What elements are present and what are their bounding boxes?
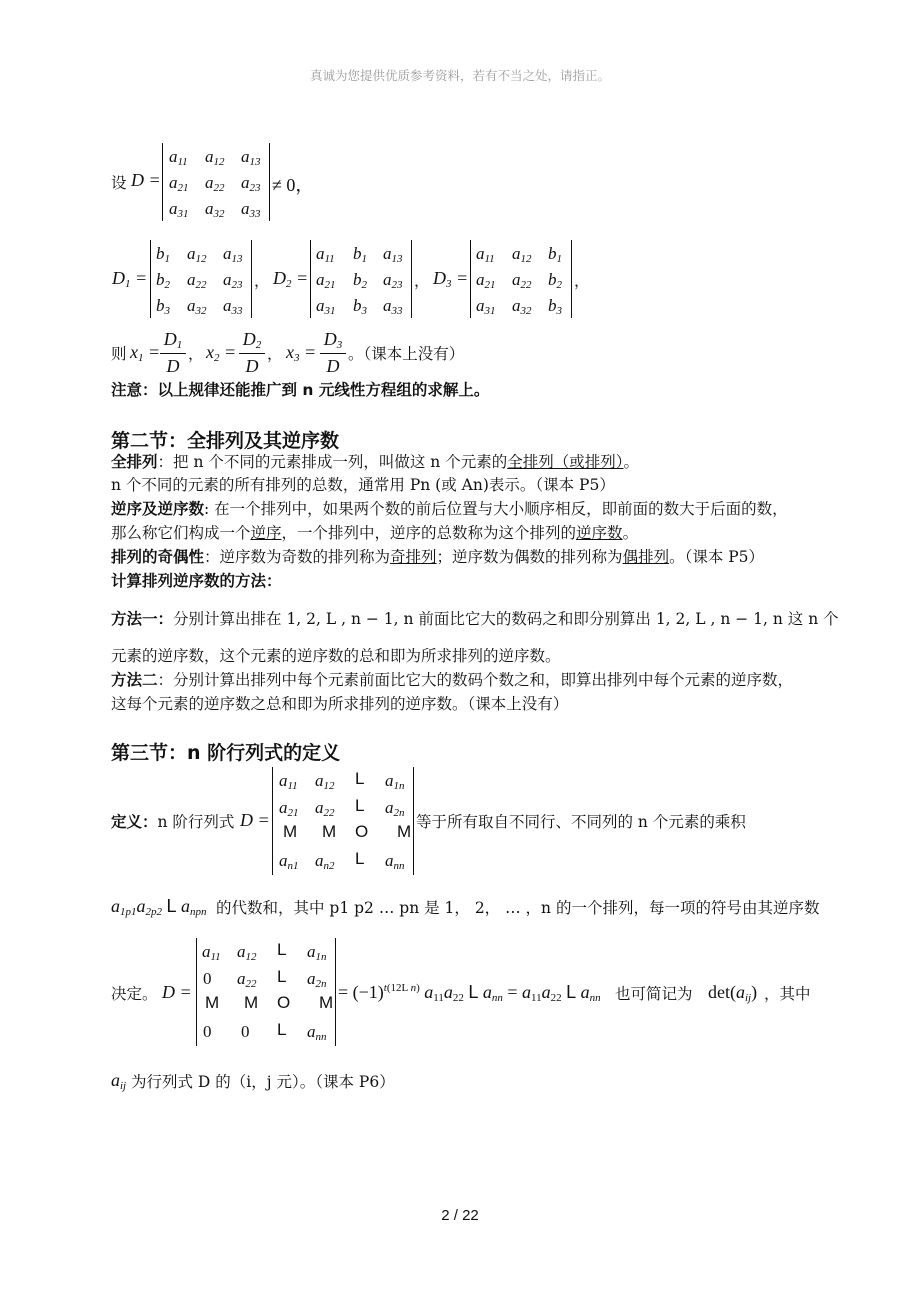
fraction-x2: $D_2$ D <box>239 329 265 377</box>
x2-label: $x_2$ = <box>206 342 237 364</box>
cell-a33: $a_{33}$ <box>241 199 261 220</box>
page-number: 2 / 22 <box>441 1207 479 1224</box>
product-text: 的代数和，其中 p1 p2 … pn 是 1， 2， … ，n 的一个排列，每一项的符号由其逆序数 <box>216 899 820 917</box>
section3-title: 第三节：n 阶行列式的定义 <box>111 742 341 764</box>
d3-label: $D_3$ = <box>433 268 469 290</box>
cell-a23: $a_{23}$ <box>241 173 261 194</box>
determinant-upper-triangular: $a_{11}$ $a_{12}$ L $a_{1n}$ 0 $a_{22}$ L $a_{2n}$ M M O M 0 0 L $a_{nn}$ <box>196 938 336 1046</box>
d-label: D = <box>131 170 161 190</box>
method-2-line-1: 方法二：分别计算出排列中每个元素前面比它大的数码个数之和，即算出排列中每个元素的逆序数， <box>111 671 794 689</box>
d1-label: $D_1$ = <box>112 268 148 290</box>
watermark: 真诚为您提供优质参考资料，若有不当之处，请指正。 <box>309 68 610 83</box>
determinant-D <box>162 143 270 221</box>
definition-rest: 等于所有取自不同行、不同列的 n 个元素的乘积 <box>416 813 746 831</box>
fraction-x1: $D_1$ D <box>160 329 186 377</box>
no-textbook-note: 。（课本上没有） <box>348 345 465 363</box>
determinant-D3: $a_{11}$ $a_{12}$ $b_1$ $a_{21}$ $a_{22}$ $b_2$ $a_{31}$ $a_{32}$ $b_3$ <box>470 240 572 318</box>
method-1-line-1: 方法一：分别计算出排在 1, 2, L , n − 1, n 前面比它大的数码之和即分别算出 1, 2, L , n − 1, n 这 n 个 <box>111 610 839 628</box>
determinant-D1: $b_1$ $a_{12}$ $a_{13}$ $b_2$ $a_{22}$ $a_{23}$ $b_3$ $a_{32}$ $a_{33}$ <box>150 240 252 318</box>
determinant-D2: $a_{11}$ $b_1$ $a_{13}$ $a_{21}$ $b_2$ $a_{23}$ $a_{31}$ $b_3$ $a_{33}$ <box>310 240 412 318</box>
definition-intro: 定义：n 阶行列式 <box>111 813 235 831</box>
section2-title: 第二节：全排列及其逆序数 <box>111 430 340 452</box>
aij-symbol: $a_{ij}$ <box>111 1070 127 1092</box>
cell-a12: $a_{12}$ <box>205 147 225 168</box>
method-1-line-2: 元素的逆序数，这个元素的逆序数的总和即为所求排列的逆序数。 <box>111 647 561 665</box>
inversion-definition-2: 那么称它们构成一个逆序，一个排列中，逆序的总数称为这个排列的逆序数。 <box>111 524 639 542</box>
inversion-definition-1: 逆序及逆序数: 在一个排列中，如果两个数的前后位置与大小顺序相反，即前面的数大于后面的数， <box>111 500 788 518</box>
parity-definition: 排列的奇偶性：逆序数为奇数的排列称为奇排列；逆序数为偶数的排列称为偶排列。（课本 P5） <box>111 548 765 566</box>
cell-a11: $a_{11}$ <box>169 147 188 168</box>
method-2-line-2: 这每个元素的逆序数之总和即为所求排列的逆序数。（课本上没有） <box>111 695 569 713</box>
sign-expansion: = $(-1)^{t(12L n)}$ $a_{11}a_{22}$ L $a_{nn} = a_{11}a_{22}$ L $a_{nn}$ <box>338 982 601 1004</box>
cell-a21: $a_{21}$ <box>169 173 189 194</box>
d2-label: $D_2$ = <box>273 268 309 290</box>
aij-text: 为行列式 D 的（i，j 元）。（课本 P6） <box>131 1073 395 1091</box>
method-title: 计算排列逆序数的方法： <box>111 572 282 590</box>
perm-definition: 全排列：把 n 个不同的元素排成一列，叫做这 n 个元素的全排列（或排列）。 <box>111 453 639 471</box>
product-expression: $a_{1p1}a_{2p2}$ L $a_{npn}$ <box>111 896 207 918</box>
set-prefix: 设 <box>111 174 127 192</box>
note-generalize: 注意：以上规律还能推广到 n 元线性方程组的求解上。 <box>111 381 490 399</box>
determinant-general: $a_{11}$ $a_{12}$ L $a_{1n}$ $a_{21}$ $a_{22}$ L $a_{2n}$ M M O M $a_{n1}$ $a_{n2}$ L $a_{nn}$ <box>272 767 414 875</box>
det-short: $\det(a_{ij})$ <box>708 982 758 1004</box>
x3-label: $x_3$ = <box>286 342 317 364</box>
cell-a22: $a_{22}$ <box>205 173 225 194</box>
cell-a32: $a_{32}$ <box>205 199 225 220</box>
fraction-x3: $D_3$ D <box>320 329 346 377</box>
perm-count: n 个不同的元素的所有排列的总数，通常用 Pn (或 An)表示。（课本 P5） <box>111 476 615 494</box>
x1-label: $x_1$ = <box>130 342 161 364</box>
cell-a13: $a_{13}$ <box>241 147 261 168</box>
cell-a31: $a_{31}$ <box>169 199 189 220</box>
neq-zero: ≠ 0， <box>272 175 314 195</box>
